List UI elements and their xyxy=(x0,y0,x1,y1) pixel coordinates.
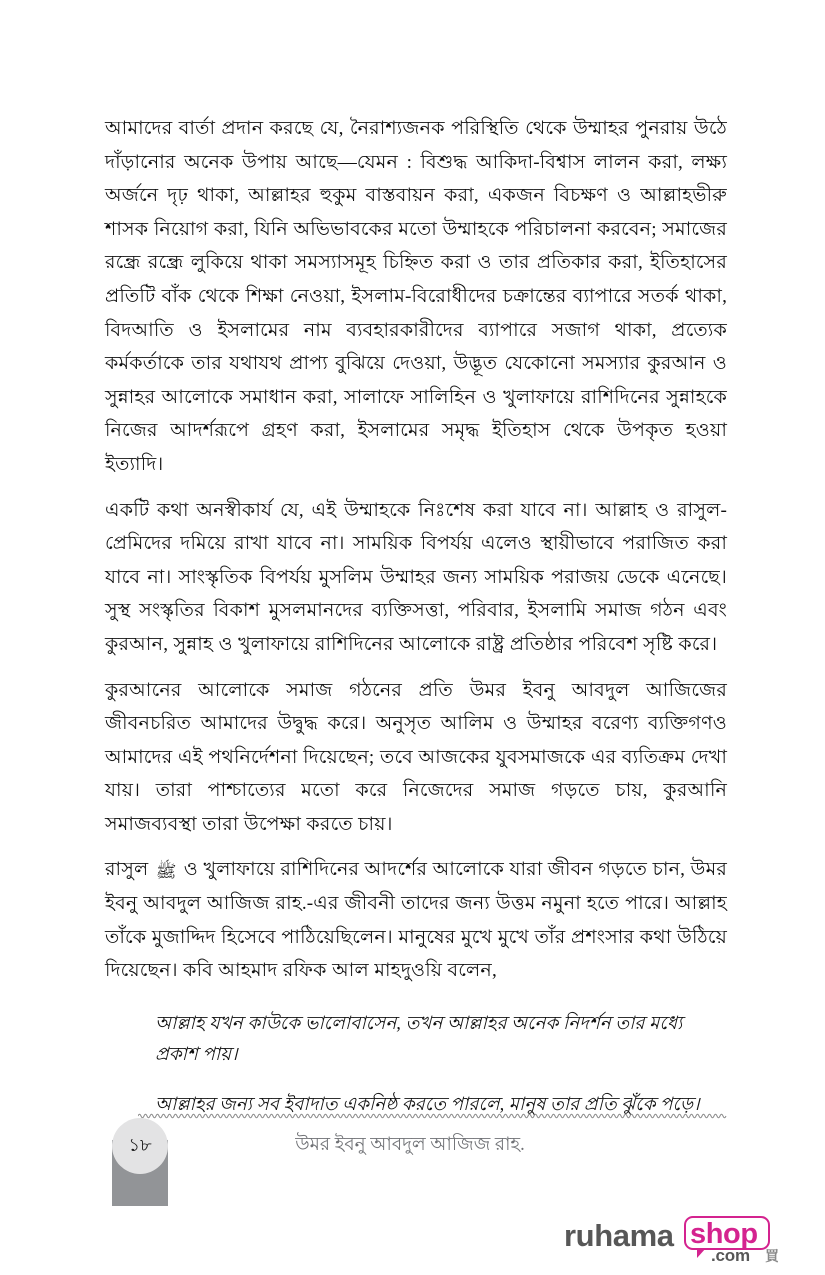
body-paragraph-1: আমাদের বার্তা প্রদান করছে যে, নৈরাশ্যজনক পরিস্থিতি থেকে উম্মাহর পুনরায় উঠে দাঁড়ানোর অনেক উপায় আছে—যেমন : বিশুদ্ধ আকিদা-বিশ্বাস লালন করা, লক্ষ্য অর্জনে দৃঢ় থাকা, আল্লাহর হুকুম বাস্তবায়ন করা, একজন বিচক্ষণ ও আল্লাহভীরু শাসক নিয়োগ করা, যিনি অভিভাবকের মতো উম্মাহকে পরিচালনা করবেন; সমাজের রন্ধ্রে রন্ধ্রে লুকিয়ে থাকা সমস্যাসমূহ চিহ্নিত করা ও তার প্রতিকার করা, ইতিহাসের প্রতিটি বাঁক থেকে শিক্ষা নেওয়া, ইসলাম-বিরোধীদের চক্রান্তের ব্যাপারে সতর্ক থাকা, বিদআতি ও ইসলামের নাম ব্যবহারকারীদের ব্যাপারে সজাগ থাকা, প্রত্যেক কর্মকর্তাকে তার যথাযথ প্রাপ্য বুঝিয়ে দেওয়া, উদ্ভূত যেকোনো সমস্যার কুরআন ও সুন্নাহর আলোকে সমাধান করা, সালাফে সালিহিন ও খুলাফায়ে রাশিদিনের সুন্নাহকে নিজের আদর্শরূপে গ্রহণ করা, ইসলামের সমৃদ্ধ ইতিহাস থেকে উপকৃত হওয়া ইত্যাদি। xyxy=(105,118,727,475)
page-content xyxy=(105,112,727,1120)
footer-wavy-divider xyxy=(138,1112,727,1120)
page-number-badge xyxy=(112,1118,168,1206)
logo-tld-text: .com xyxy=(711,1246,750,1265)
ruhamashop-watermark-logo xyxy=(564,1216,796,1264)
quote-line-1: আল্লাহ যখন কাউকে ভালোবাসেন, তখন আল্লাহর অনেক নিদর্শন তার মধ্যে প্রকাশ পায়। xyxy=(155,1012,683,1064)
salawat-symbol-icon: ﷺ xyxy=(155,862,177,882)
paragraph-text-after-salawat: ও খুলাফায়ে রাশিদিনের আদর্শের আলোকে যারা জীবন গড়তে চান, উমর ইবনু আবদুল আজিজ রাহ.-এর জীবনী তাদের জন্য উত্তম নমুনা হতে পারে। আল্লাহ তাঁকে মুজাদ্দিদ হিসেবে পাঠিয়েছিলেন। মানুষের মুখে মুখে তাঁর প্রশংসার কথা উঠিয়ে দিয়েছেন। কবি আহমাদ রফিক আল মাহদুওয়ি বলেন, xyxy=(105,859,727,982)
quote-line-2: আল্লাহর জন্য সব ইবাদাত একনিষ্ঠ করতে পারলে, মানুষ তার প্রতি ঝুঁকে পড়ে। xyxy=(155,1093,700,1114)
page-number: ১৮ xyxy=(128,1134,152,1155)
logo-shop-text: shop xyxy=(690,1218,758,1250)
body-paragraph-4 xyxy=(105,853,727,987)
body-paragraph-3: কুরআনের আলোকে সমাজ গঠনের প্রতি উমর ইবনু আবদুল আজিজের জীবনচরিত আমাদের উদ্বুদ্ধ করে। অনুসৃত আলিম ও উম্মাহর বরেণ্য ব্যক্তিগণও আমাদের এই পথনির্দেশনা দিয়েছেন; তবে আজকের যুবসমাজকে এর ব্যতিক্রম দেখা যায়। তারা পাশ্চাত্যের মতো করে নিজেদের সমাজ গড়তে চায়, কুরআনি সমাজব্যবস্থা তারা উপেক্ষা করতে চায়। xyxy=(105,679,727,835)
paragraph-text-before-salawat: রাসুল xyxy=(105,859,154,881)
poem-quote-block xyxy=(155,1008,720,1120)
body-paragraph-2: একটি কথা অনস্বীকার্য যে, এই উম্মাহকে নিঃশেষ করা যাবে না। আল্লাহ ও রাসুল-প্রেমিদের দমিয়ে রাখা যাবে না। সাময়িক বিপর্যয় এলেও স্থায়ীভাবে পরাজিত করা যাবে না। সাংস্কৃতিক বিপর্যয় মুসলিম উম্মাহর জন্য সাময়িক পরাজয় ডেকে এনেছে। সুস্থ সংস্কৃতির বিকাশ মুসলমানদের ব্যক্তিসত্তা, পরিবার, ইসলামি সমাজ গঠন এবং কুরআন, সুন্নাহ ও খুলাফায়ে রাশিদিনের আলোকে রাষ্ট্র প্রতিষ্ঠার পরিবেশ সৃষ্টি করে। xyxy=(105,499,727,655)
logo-brand-text: ruhama xyxy=(564,1218,674,1253)
logo-cart-glyph-icon: 買 xyxy=(765,1248,779,1264)
running-footer-title: উমর ইবনু আবদুল আজিজ রাহ. xyxy=(295,1135,525,1155)
